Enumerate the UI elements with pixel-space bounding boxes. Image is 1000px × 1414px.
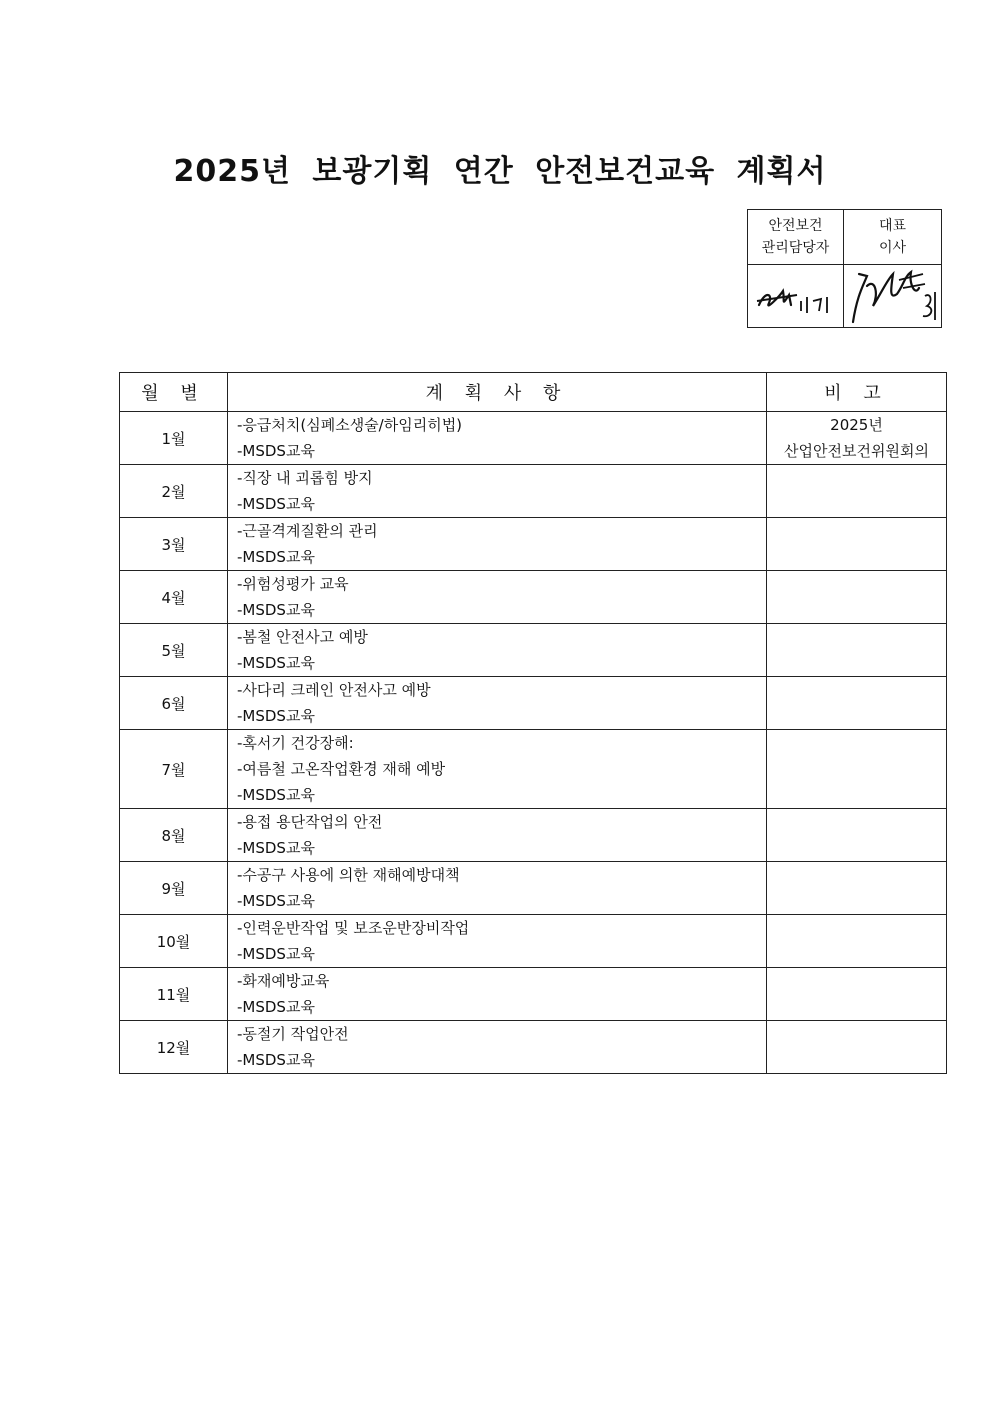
plan-item: -사다리 크레인 안전사고 예방 bbox=[237, 681, 431, 699]
note-cell bbox=[767, 968, 947, 1021]
handwritten-signature-icon bbox=[845, 266, 941, 326]
note-cell bbox=[767, 677, 947, 730]
approval-role-safety-manager: 안전보건 관리담당자 bbox=[748, 210, 844, 265]
month-cell: 7월 bbox=[120, 730, 228, 809]
plan-items-cell bbox=[228, 677, 767, 730]
table-row bbox=[120, 677, 947, 730]
month-cell: 1월 bbox=[120, 412, 228, 465]
table-row bbox=[120, 968, 947, 1021]
note-cell bbox=[767, 809, 947, 862]
plan-item: -MSDS교육 bbox=[237, 839, 315, 857]
plan-items-cell bbox=[228, 571, 767, 624]
plan-items-cell bbox=[228, 968, 767, 1021]
plan-item: -MSDS교육 bbox=[237, 601, 315, 619]
table-row bbox=[120, 624, 947, 677]
plan-item: -MSDS교육 bbox=[237, 892, 315, 910]
month-cell: 10월 bbox=[120, 915, 228, 968]
plan-item: -위험성평가 교육 bbox=[237, 575, 349, 593]
note-cell bbox=[767, 465, 947, 518]
plan-items-cell bbox=[228, 809, 767, 862]
table-row bbox=[120, 915, 947, 968]
note-cell bbox=[767, 412, 947, 465]
plan-item: -MSDS교육 bbox=[237, 707, 315, 725]
plan-item: -혹서기 건강장해: bbox=[237, 734, 354, 752]
month-cell: 4월 bbox=[120, 571, 228, 624]
plan-item: -화재예방교육 bbox=[237, 972, 330, 990]
education-plan-table bbox=[119, 372, 947, 1074]
note-cell bbox=[767, 915, 947, 968]
plan-item: -동절기 작업안전 bbox=[237, 1025, 349, 1043]
plan-item: -응급처치(심폐소생술/하임리히법) bbox=[237, 416, 463, 434]
note-cell bbox=[767, 624, 947, 677]
note-cell bbox=[767, 518, 947, 571]
note-cell bbox=[767, 1021, 947, 1074]
signature-safety-manager bbox=[748, 265, 844, 328]
plan-items-cell bbox=[228, 730, 767, 809]
plan-items-cell bbox=[228, 518, 767, 571]
table-row bbox=[120, 1021, 947, 1074]
note-line: 산업안전보건위원회의 bbox=[784, 442, 929, 460]
note-cell bbox=[767, 571, 947, 624]
approval-box bbox=[747, 209, 942, 328]
plan-items-cell bbox=[228, 915, 767, 968]
plan-item: -MSDS교육 bbox=[237, 998, 315, 1016]
table-row bbox=[120, 412, 947, 465]
plan-item: -인력운반작업 및 보조운반장비작업 bbox=[237, 919, 470, 937]
plan-item: -MSDS교육 bbox=[237, 548, 315, 566]
plan-items-cell bbox=[228, 465, 767, 518]
month-cell: 11월 bbox=[120, 968, 228, 1021]
plan-item: -직장 내 괴롭힘 방지 bbox=[237, 469, 373, 487]
table-row bbox=[120, 518, 947, 571]
handwritten-signature-icon bbox=[751, 271, 841, 321]
plan-item: -수공구 사용에 의한 재해예방대책 bbox=[237, 866, 460, 884]
table-header-row bbox=[120, 373, 947, 412]
approval-role-ceo: 대표 이사 bbox=[844, 210, 942, 265]
month-cell: 12월 bbox=[120, 1021, 228, 1074]
table-row bbox=[120, 571, 947, 624]
table-row bbox=[120, 730, 947, 809]
month-cell: 6월 bbox=[120, 677, 228, 730]
plan-items-cell bbox=[228, 862, 767, 915]
header-plan: 계 획 사 항 bbox=[228, 373, 767, 412]
plan-item: -봄철 안전사고 예방 bbox=[237, 628, 368, 646]
plan-item: -MSDS교육 bbox=[237, 1051, 315, 1069]
month-cell: 5월 bbox=[120, 624, 228, 677]
signature-ceo bbox=[844, 265, 942, 328]
header-month: 월 별 bbox=[120, 373, 228, 412]
plan-item: -MSDS교육 bbox=[237, 786, 315, 804]
page-title: 2025년 보광기획 연간 안전보건교육 계획서 bbox=[173, 154, 827, 189]
month-cell: 2월 bbox=[120, 465, 228, 518]
month-cell: 8월 bbox=[120, 809, 228, 862]
note-cell bbox=[767, 862, 947, 915]
month-cell: 9월 bbox=[120, 862, 228, 915]
plan-items-cell bbox=[228, 412, 767, 465]
plan-item: -근골격계질환의 관리 bbox=[237, 522, 378, 540]
table-row bbox=[120, 862, 947, 915]
table-row bbox=[120, 465, 947, 518]
plan-items-cell bbox=[228, 624, 767, 677]
plan-item: -용접 용단작업의 안전 bbox=[237, 813, 383, 831]
plan-item: -MSDS교육 bbox=[237, 495, 315, 513]
plan-item: -MSDS교육 bbox=[237, 945, 315, 963]
table-row bbox=[120, 809, 947, 862]
note-cell bbox=[767, 730, 947, 809]
month-cell: 3월 bbox=[120, 518, 228, 571]
plan-items-cell bbox=[228, 1021, 767, 1074]
note-line: 2025년 bbox=[830, 416, 883, 434]
plan-item: -MSDS교육 bbox=[237, 442, 315, 460]
plan-item: -여름철 고온작업환경 재해 예방 bbox=[237, 760, 446, 778]
header-note: 비 고 bbox=[767, 373, 947, 412]
plan-item: -MSDS교육 bbox=[237, 654, 315, 672]
